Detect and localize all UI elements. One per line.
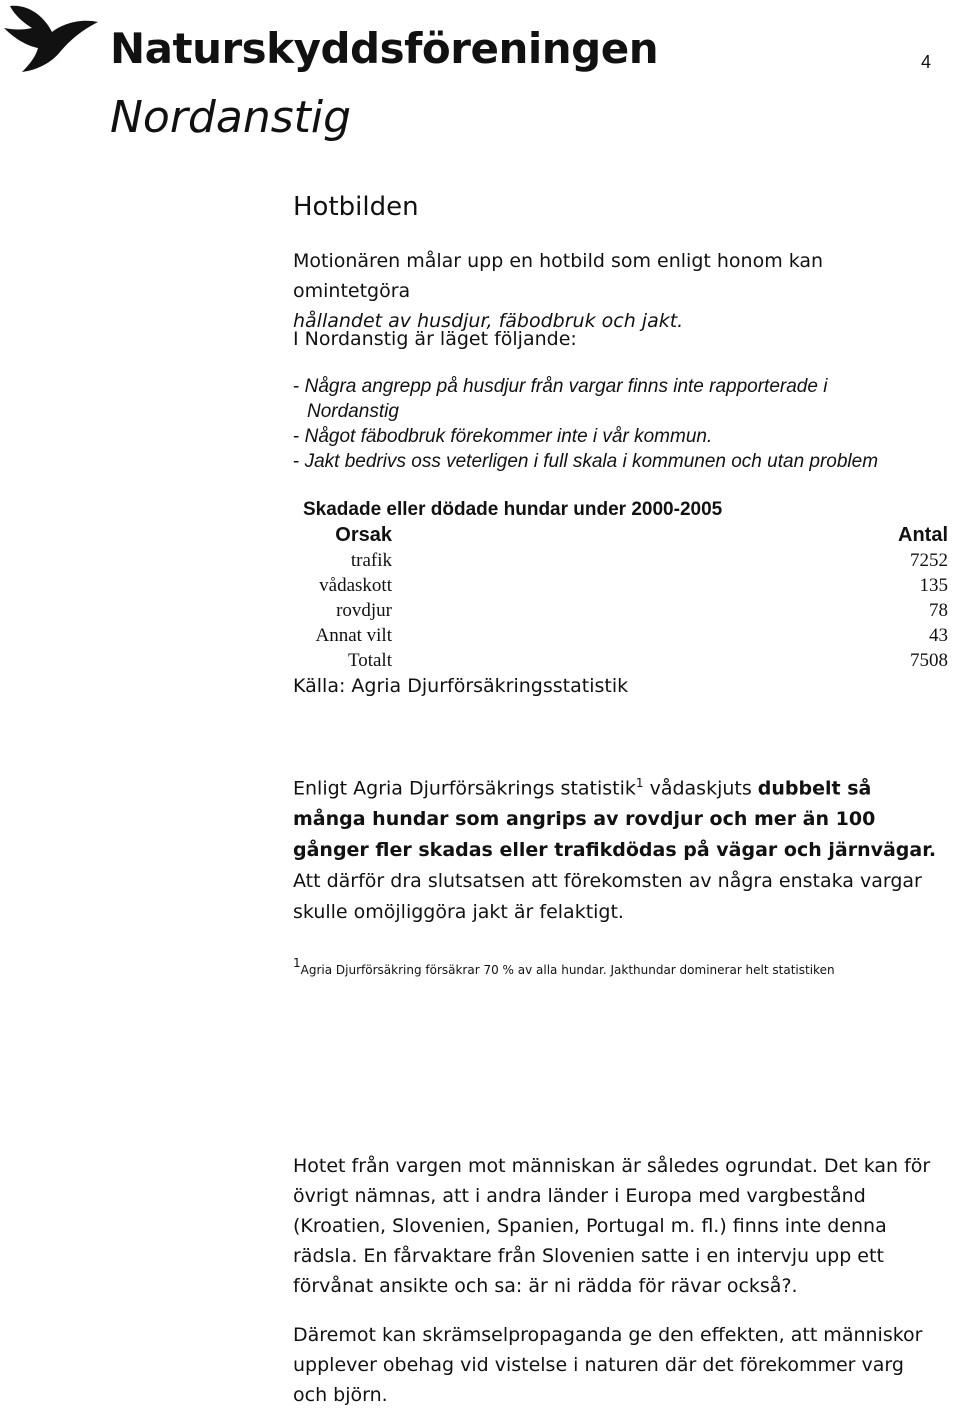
footnote-ref: 1 — [635, 776, 644, 790]
cause-cell: rovdjur — [336, 600, 392, 621]
column-header-cause: Orsak — [335, 524, 392, 546]
cause-cell: Annat vilt — [315, 625, 392, 646]
table-row — [300, 573, 950, 598]
list-dash: - — [293, 426, 305, 447]
list-item-continuation: Nordanstig — [307, 401, 399, 422]
list-item — [293, 374, 960, 399]
count-cell: 135 — [919, 575, 948, 596]
footnote-number: 1 — [293, 956, 301, 970]
list-item-text: Jakt bedrivs oss veterligen i full skala i kommunen och utan problem — [304, 451, 879, 472]
intro-line-2: hållandet av husdjur, fäbodbruk och jakt. — [293, 310, 684, 332]
list-item — [293, 449, 960, 474]
situation-list — [293, 374, 960, 474]
table-row — [300, 623, 950, 648]
cause-cell: vådaskott — [319, 575, 392, 596]
stat-text-1: Enligt Agria Djurförsäkrings statistik — [293, 777, 636, 800]
organization-name: Naturskyddsföreningen — [110, 24, 659, 73]
propaganda-paragraph: Däremot kan skrämselpropaganda ge den effekten, att människor upplever obehag vid vistelse i naturen där det förekommer varg och björn. — [293, 1324, 923, 1406]
list-item — [293, 424, 960, 449]
dog-injury-table — [300, 523, 950, 673]
list-dash: - — [293, 451, 305, 472]
threat-paragraph: Hotet från vargen mot människan är således ogrundat. Det kan för övrigt nämnas, att i andra länder i Europa med vargbestånd (Kroatien, Slovenien, Spanien, Portugal m. fl.) finns inte denna rädsla. En fårvaktare från Slovenien satte i en intervju upp ett förvånat ansikte och sa: är ni rädda för rävar också?. — [293, 1155, 931, 1297]
count-cell: 78 — [929, 600, 948, 621]
situation-heading: I Nordanstig är läget följande: — [293, 328, 577, 350]
intro-paragraph — [293, 246, 933, 336]
table-row-total — [300, 648, 950, 673]
statistics-paragraph — [293, 768, 943, 928]
table-source: Källa: Agria Djurförsäkringsstatistik — [293, 675, 629, 697]
page-number: 4 — [921, 52, 932, 72]
cause-cell: trafik — [350, 550, 392, 571]
footnote — [293, 958, 835, 977]
list-dash: - — [293, 376, 305, 397]
cause-cell: Totalt — [347, 650, 392, 671]
table-row — [300, 548, 950, 573]
stat-text-2: vådaskjuts — [643, 777, 758, 800]
footnote-text: Agria Djurförsäkring försäkrar 70 % av alla hundar. Jakthundar dominerar helt statistiken — [300, 963, 835, 977]
stat-emphasis: dubbelt så många hundar som angrips av rovdjur och mer än 100 gånger fler skadas eller trafikdödas på vägar och järnvägar. — [293, 777, 937, 862]
count-cell: 43 — [929, 625, 948, 646]
list-item-text: Några angrepp på husdjur från vargar finns inte rapporterade i — [304, 376, 828, 397]
column-header-count: Antal — [898, 524, 948, 546]
stat-text-3: Att därför dra slutsatsen att förekomsten av några enstaka vargar skulle omöjliggöra jakt är felaktigt. — [293, 870, 922, 924]
table-title: Skadade eller dödade hundar under 2000-2005 — [303, 499, 723, 520]
count-cell: 7508 — [910, 650, 948, 671]
table-row — [300, 598, 950, 623]
count-cell: 7252 — [910, 550, 948, 571]
table-header-row — [300, 523, 950, 548]
list-item-text: Något fäbodbruk förekommer inte i vår kommun. — [304, 426, 713, 447]
bird-logo-icon — [0, 0, 100, 80]
intro-line-1: Motionären målar upp en hotbild som enligt honom kan omintetgöra — [293, 250, 824, 302]
organization-branch: Nordanstig — [110, 92, 352, 143]
section-title: Hotbilden — [293, 192, 419, 222]
